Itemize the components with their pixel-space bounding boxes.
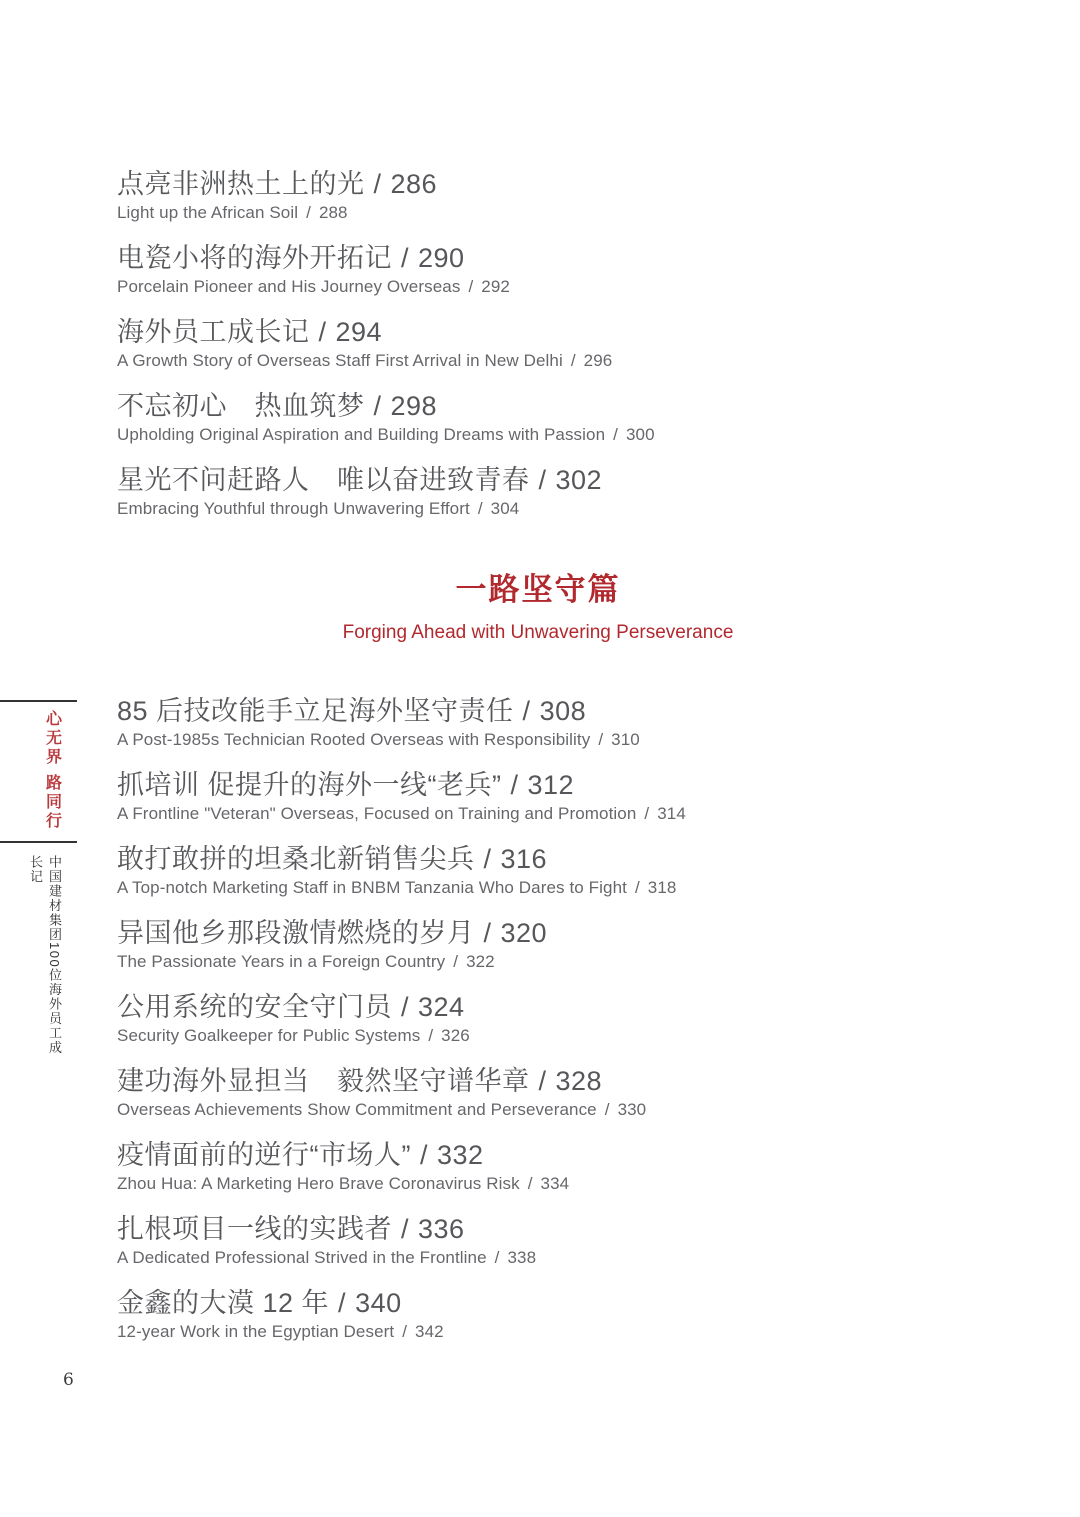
- toc-entry-zh-line: [117, 464, 959, 496]
- sidebar-slogan-line-2: 路同行: [43, 774, 61, 831]
- toc-entry-en-page: 330: [617, 1100, 647, 1119]
- toc-entry: [117, 464, 959, 519]
- toc-entry-en-page: 342: [415, 1322, 444, 1341]
- toc-entry-zh-line: [117, 242, 959, 274]
- toc-entry-zh-page: 286: [390, 169, 438, 199]
- toc-entry-en-title: 12-year Work in the Egyptian Desert: [117, 1322, 395, 1341]
- toc-part-2: [117, 695, 959, 1342]
- toc-entry-en-title: Porcelain Pioneer and His Journey Overseas: [117, 277, 461, 296]
- section-heading: [117, 571, 959, 645]
- toc-entry-en-page: 322: [466, 952, 495, 971]
- toc-entry-zh-title: 公用系统的安全守门员: [117, 992, 392, 1022]
- toc-entry-zh-title: 扎根项目一线的实践者: [117, 1214, 392, 1244]
- toc-entry-en-title: A Post-1985s Technician Rooted Overseas with Responsibility: [117, 730, 591, 749]
- toc-entry-en-page: 296: [583, 351, 613, 370]
- toc-entry-en-title: Light up the African Soil: [117, 203, 299, 222]
- toc-entry: [117, 316, 959, 371]
- toc-entry-en-title: Zhou Hua: A Marketing Hero Brave Coronavirus Risk: [117, 1174, 520, 1193]
- toc-entry-zh-page: 336: [418, 1214, 465, 1244]
- toc-entry-en-separator: /: [634, 878, 640, 897]
- toc-entry-en-separator: /: [477, 499, 483, 518]
- toc-entry-en-page: 314: [657, 804, 686, 823]
- toc-entry-zh-line: [117, 1139, 959, 1171]
- toc-entry-zh-page: 324: [418, 992, 465, 1022]
- toc-entry-en-line: [117, 952, 959, 972]
- toc-entry: [117, 695, 959, 750]
- toc-entry-en-page: 300: [625, 425, 655, 444]
- toc-entry: [117, 390, 959, 445]
- toc-entry-en-title: The Passionate Years in a Foreign Country: [117, 952, 446, 971]
- toc-entry-en-title: Embracing Youthful through Unwavering Effort: [117, 499, 470, 518]
- toc-entry-en-title: A Frontline "Veteran" Overseas, Focused on Training and Promotion: [117, 804, 637, 823]
- toc-entry-zh-title: 敢打敢拼的坦桑北新销售尖兵: [117, 844, 475, 874]
- toc-entry-en-line: [117, 730, 959, 750]
- toc-entry-en-line: [117, 1174, 959, 1194]
- toc-entry-zh-line: [117, 991, 959, 1023]
- toc-entry-en-line: [117, 425, 959, 445]
- toc-entry-zh-line: [117, 1213, 959, 1245]
- toc-entry-en-line: [117, 878, 959, 898]
- toc-entry: [117, 1065, 959, 1120]
- toc-entry-en-separator: /: [644, 804, 650, 823]
- toc-main-column: [117, 168, 959, 1361]
- toc-entry-zh-separator: /: [538, 1066, 547, 1096]
- sidebar-slogan: [0, 710, 78, 831]
- sidebar-slogan-line-1: 心无界: [43, 710, 61, 767]
- toc-entry-zh-page: 294: [335, 317, 383, 347]
- toc-entry-en-separator: /: [527, 1174, 533, 1193]
- toc-entry-en-title: Security Goalkeeper for Public Systems: [117, 1026, 421, 1045]
- toc-entry-en-page: 334: [540, 1174, 570, 1193]
- toc-entry-en-separator: /: [604, 1100, 610, 1119]
- toc-entry-zh-line: [117, 1287, 959, 1319]
- toc-entry-en-page: 338: [507, 1248, 537, 1267]
- toc-entry-en-line: [117, 351, 959, 371]
- toc-entry: [117, 769, 959, 824]
- toc-entry-en-line: [117, 1100, 959, 1120]
- toc-entry-en-line: [117, 1322, 959, 1342]
- toc-entry-zh-line: [117, 390, 959, 422]
- toc-entry-zh-title: 抓培训 促提升的海外一线“老兵”: [117, 770, 502, 800]
- toc-entry-en-page: 326: [441, 1026, 470, 1045]
- toc-entry-en-title: Overseas Achievements Show Commitment and Perseverance: [117, 1100, 597, 1119]
- toc-entry-zh-page: 290: [418, 243, 465, 273]
- toc-entry-zh-separator: /: [401, 1214, 410, 1244]
- toc-entry-zh-page: 308: [539, 696, 587, 726]
- toc-entry: [117, 1287, 959, 1342]
- toc-entry: [117, 991, 959, 1046]
- toc-entry-zh-page: 320: [500, 918, 548, 948]
- sidebar-bottom-rule: [0, 841, 77, 843]
- toc-entry-en-separator: /: [428, 1026, 434, 1045]
- toc-entry-zh-separator: /: [373, 169, 382, 199]
- toc-entry-zh-page: 328: [555, 1066, 603, 1096]
- toc-entry-zh-separator: /: [401, 992, 410, 1022]
- section-title-en: Forging Ahead with Unwavering Perseverance: [342, 622, 734, 643]
- toc-entry-zh-separator: /: [522, 696, 531, 726]
- toc-entry-en-title: Upholding Original Aspiration and Building Dreams with Passion: [117, 425, 606, 444]
- toc-entry-en-line: [117, 1248, 959, 1268]
- toc-entry-zh-line: [117, 1065, 959, 1097]
- toc-entry-en-page: 310: [611, 730, 640, 749]
- toc-entry-zh-title: 金鑫的大漠 12 年: [117, 1288, 330, 1318]
- toc-entry-zh-page: 340: [355, 1288, 402, 1318]
- toc-entry-en-title: A Dedicated Professional Strived in the Frontline: [117, 1248, 487, 1267]
- toc-entry-en-line: [117, 1026, 959, 1046]
- toc-entry-en-page: 318: [647, 878, 677, 897]
- toc-entry-zh-title: 星光不问赶路人 唯以奋进致青春: [117, 465, 530, 495]
- toc-entry-zh-separator: /: [483, 918, 492, 948]
- toc-entry-zh-page: 316: [500, 844, 548, 874]
- toc-entry-zh-separator: /: [401, 243, 410, 273]
- toc-entry-zh-title: 85 后技改能手立足海外坚守责任: [117, 696, 514, 726]
- toc-entry-en-separator: /: [402, 1322, 408, 1341]
- toc-entry: [117, 917, 959, 972]
- toc-entry-en-title: A Top-notch Marketing Staff in BNBM Tanzania Who Dares to Fight: [117, 878, 627, 897]
- toc-entry-zh-separator: /: [419, 1140, 428, 1170]
- toc-entry-en-line: [117, 203, 959, 223]
- toc-entry-zh-page: 332: [437, 1140, 484, 1170]
- toc-entry-en-line: [117, 499, 959, 519]
- toc-entry-en-separator: /: [613, 425, 618, 444]
- toc-entry-zh-line: [117, 316, 959, 348]
- sidebar-book-title: 中国建材集团100位海外员工成长记: [28, 855, 62, 1056]
- toc-entry-zh-title: 点亮非洲热土上的光: [117, 169, 365, 199]
- toc-entry-en-separator: /: [598, 730, 604, 749]
- sidebar-top-rule: [0, 700, 77, 702]
- toc-entry-zh-page: 298: [390, 391, 438, 421]
- toc-entry: [117, 168, 959, 223]
- toc-entry-zh-line: [117, 695, 959, 727]
- toc-entry-zh-line: [117, 168, 959, 200]
- toc-entry-zh-line: [117, 917, 959, 949]
- toc-entry-zh-separator: /: [538, 465, 547, 495]
- toc-entry: [117, 843, 959, 898]
- toc-entry-zh-separator: /: [483, 844, 492, 874]
- toc-entry-zh-title: 建功海外显担当 毅然坚守谱华章: [117, 1066, 530, 1096]
- toc-entry-en-line: [117, 804, 959, 824]
- toc-entry-zh-title: 异国他乡那段激情燃烧的岁月: [117, 918, 475, 948]
- toc-entry-en-page: 288: [318, 203, 348, 222]
- toc-entry-en-page: 292: [481, 277, 510, 296]
- section-title-zh: 一路坚守篇: [455, 572, 621, 608]
- toc-entry-en-separator: /: [468, 277, 474, 296]
- toc-entry-zh-title: 不忘初心 热血筑梦: [117, 391, 365, 421]
- toc-entry-en-line: [117, 277, 959, 297]
- toc-entry-zh-title: 疫情面前的逆行“市场人”: [117, 1140, 411, 1170]
- toc-entry-en-separator: /: [494, 1248, 500, 1267]
- toc-part-1: [117, 168, 959, 519]
- toc-entry-zh-separator: /: [510, 770, 519, 800]
- toc-entry: [117, 1139, 959, 1194]
- toc-entry-en-separator: /: [306, 203, 311, 222]
- toc-entry-zh-page: 312: [527, 770, 575, 800]
- toc-entry-zh-title: 电瓷小将的海外开拓记: [117, 243, 392, 273]
- toc-entry-zh-line: [117, 843, 959, 875]
- toc-entry-zh-title: 海外员工成长记: [117, 317, 310, 347]
- sidebar: [0, 700, 78, 1065]
- toc-entry-zh-separator: /: [338, 1288, 347, 1318]
- toc-entry-en-page: 304: [490, 499, 520, 518]
- page-number: 6: [63, 1370, 74, 1390]
- toc-entry-en-separator: /: [570, 351, 576, 370]
- toc-entry-zh-page: 302: [555, 465, 603, 495]
- toc-entry-en-title: A Growth Story of Overseas Staff First Arrival in New Delhi: [117, 351, 563, 370]
- toc-entry-en-separator: /: [453, 952, 459, 971]
- toc-entry-zh-separator: /: [318, 317, 327, 347]
- toc-entry: [117, 1213, 959, 1268]
- toc-entry: [117, 242, 959, 297]
- toc-entry-zh-separator: /: [373, 391, 382, 421]
- toc-entry-zh-line: [117, 769, 959, 801]
